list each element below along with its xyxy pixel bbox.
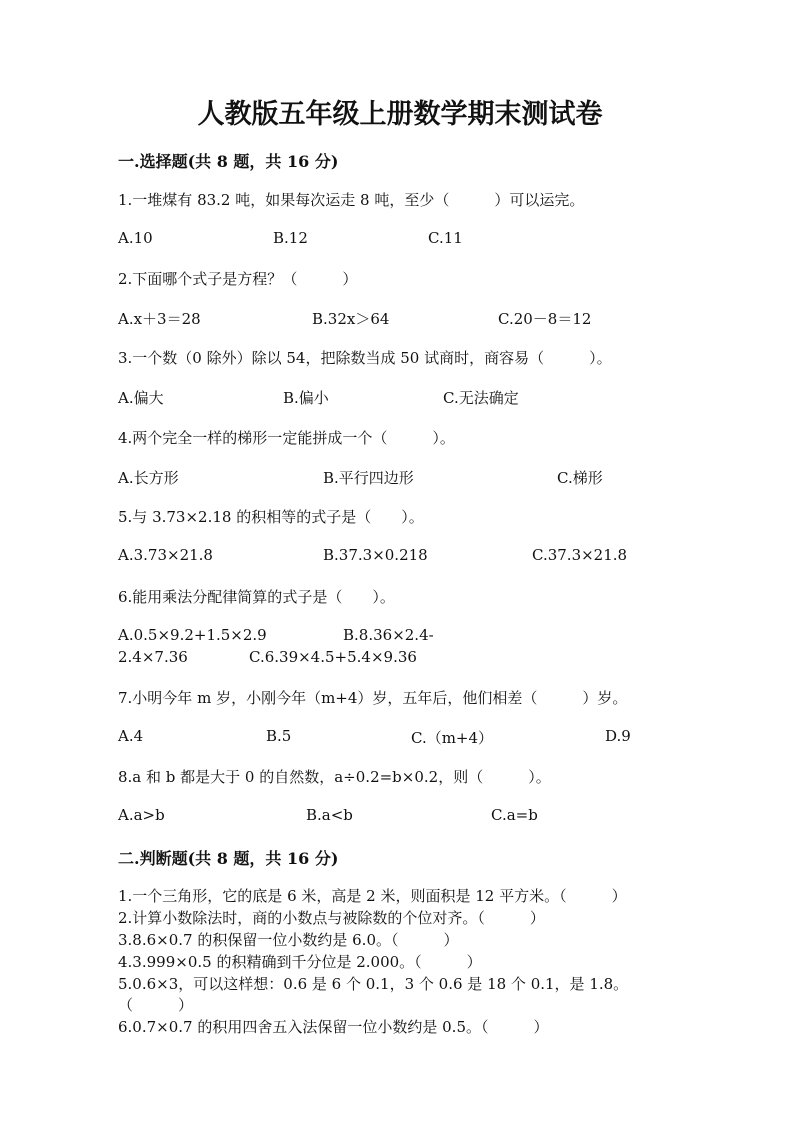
q6-option-a: A.0.5×9.2+1.5×2.9 bbox=[118, 626, 267, 644]
q8-option-c: C.a=b bbox=[491, 806, 538, 824]
q7-option-a: A.4 bbox=[118, 727, 144, 745]
q2-option-b: B.32x＞64 bbox=[312, 310, 390, 328]
tf-item-5: 5.0.6×3，可以这样想：0.6 是 6 个 0.1，3 个 0.6 是 18 个 0.1，是 1.8。 bbox=[118, 975, 629, 993]
q4-option-c: C.梯形 bbox=[557, 469, 603, 487]
q2-option-a: A.x＋3＝28 bbox=[118, 310, 201, 328]
question-2: 2.下面哪个式子是方程？（ ） bbox=[118, 270, 358, 288]
q6-option-c: C.6.39×4.5+5.4×9.36 bbox=[249, 648, 417, 666]
q7-option-b: B.5 bbox=[266, 727, 292, 745]
q3-option-c: C.无法确定 bbox=[443, 389, 519, 407]
tf-item-6: 6.0.7×0.7 的积用四舍五入法保留一位小数约是 0.5。（ ） bbox=[118, 1018, 549, 1036]
question-8: 8.a 和 b 都是大于 0 的自然数，a÷0.2=b×0.2，则（ ）。 bbox=[118, 768, 551, 786]
tf-item-3: 3.8.6×0.7 的积保留一位小数约是 6.0。（ ） bbox=[118, 931, 459, 949]
tf-item-1: 1.一个三角形，它的底是 6 米，高是 2 米，则面积是 12 平方米。（ ） bbox=[118, 887, 627, 905]
q2-option-c: C.20－8＝12 bbox=[498, 310, 592, 328]
tf-item-4: 4.3.999×0.5 的积精确到千分位是 2.000。（ ） bbox=[118, 953, 482, 971]
q4-option-a: A.长方形 bbox=[118, 469, 179, 487]
tf-item-5-answer: （ ） bbox=[118, 996, 194, 1014]
page-title: 人教版五年级上册数学期末测试卷 bbox=[197, 99, 603, 130]
q3-option-b: B.偏小 bbox=[283, 389, 329, 407]
q8-option-a: A.a>b bbox=[118, 806, 165, 824]
question-4: 4.两个完全一样的梯形一定能拼成一个（ ）。 bbox=[118, 429, 455, 447]
q8-option-b: B.a<b bbox=[306, 806, 353, 824]
q5-option-a: A.3.73×21.8 bbox=[118, 546, 213, 564]
section-heading-choice: 一.选择题(共 8 题，共 16 分) bbox=[118, 152, 339, 171]
q7-option-d: D.9 bbox=[605, 727, 631, 745]
q3-option-a: A.偏大 bbox=[118, 389, 164, 407]
q1-option-c: C.11 bbox=[428, 229, 463, 247]
tf-item-2: 2.计算小数除法时，商的小数点与被除数的个位对齐。（ ） bbox=[118, 909, 545, 927]
q6-option-b-continued: 2.4×7.36 bbox=[118, 648, 188, 666]
question-7: 7.小明今年 m 岁，小刚今年（m+4）岁，五年后，他们相差（ ）岁。 bbox=[118, 689, 628, 707]
q7-option-c: C.（m+4） bbox=[411, 729, 494, 747]
question-3: 3.一个数（0 除外）除以 54，把除数当成 50 试商时，商容易（ ）。 bbox=[118, 349, 612, 367]
q6-option-b: B.8.36×2.4- bbox=[343, 626, 434, 644]
question-1: 1.一堆煤有 83.2 吨，如果每次运走 8 吨，至少（ ）可以运完。 bbox=[118, 191, 585, 209]
q5-option-c: C.37.3×21.8 bbox=[532, 546, 628, 564]
question-5: 5.与 3.73×2.18 的积相等的式子是（ ）。 bbox=[118, 508, 424, 526]
q4-option-b: B.平行四边形 bbox=[323, 469, 414, 487]
q1-option-b: B.12 bbox=[273, 229, 308, 247]
q5-option-b: B.37.3×0.218 bbox=[323, 546, 428, 564]
section-heading-true-false: 二.判断题(共 8 题，共 16 分) bbox=[118, 849, 339, 868]
q1-option-a: A.10 bbox=[118, 229, 153, 247]
question-6: 6.能用乘法分配律简算的式子是（ ）。 bbox=[118, 588, 395, 606]
